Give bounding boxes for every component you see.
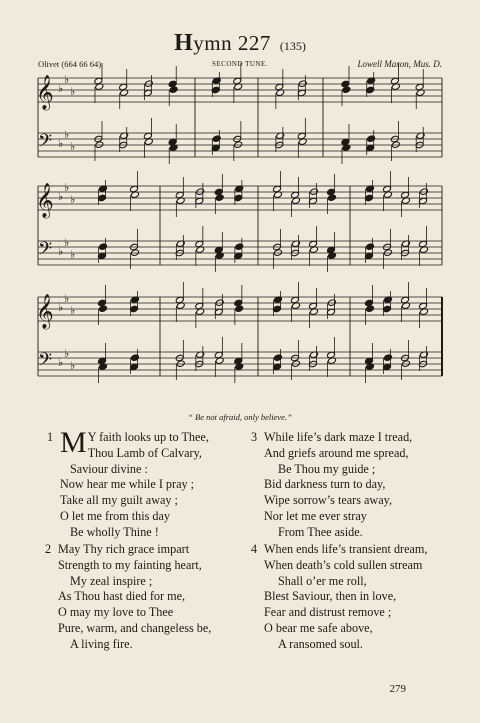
verse-line: When ends life’s transient dream, — [264, 542, 428, 556]
verse-line: Wipe sorrow’s tears away, — [264, 493, 392, 508]
flat-icon: ♭ — [58, 301, 64, 314]
verse-line: May Thy rich grace impart — [58, 542, 190, 556]
flat-icon: ♭ — [64, 347, 70, 360]
verse-number: 3 — [251, 430, 258, 444]
verse-4 — [251, 542, 428, 653]
bass-clef-icon: 𝄢 — [38, 350, 53, 375]
treble-clef-icon: 𝄞 — [36, 75, 54, 110]
flat-icon: ♭ — [70, 85, 76, 98]
verse-number: 2 — [45, 542, 52, 556]
note-head — [212, 135, 221, 142]
page-number: 279 — [389, 683, 406, 695]
flat-icon: ♭ — [58, 82, 64, 95]
note-head — [130, 354, 139, 361]
tune-name: Olivet (664 66 64). — [38, 59, 104, 69]
verse-line: Take all my guilt away ; — [60, 493, 178, 508]
flat-icon: ♭ — [64, 128, 70, 141]
verse-line: Be Thou my guide ; — [278, 461, 376, 476]
flat-icon: ♭ — [64, 292, 70, 305]
composer: Lowell Mason, Mus. D. — [357, 59, 442, 69]
verse-line: Saviour divine : — [70, 461, 148, 476]
verse-line: Strength to my fainting heart, — [58, 557, 202, 572]
verse-line: Now hear me while I pray ; — [60, 477, 195, 492]
verse-line: From Thee aside. — [278, 524, 363, 539]
verse-line: M Y faith looks up to Thee, — [60, 426, 209, 459]
verse-3 — [251, 430, 413, 541]
verse-line: Blest Saviour, then in love, — [264, 589, 397, 604]
hymn-alt-number: (135) — [279, 39, 306, 53]
note-head — [98, 243, 107, 250]
tune-label: SECOND TUNE. — [212, 60, 269, 68]
verse-line: O let me from this day — [60, 508, 171, 523]
epigraph: “ Be not afraid, only believe.” — [188, 412, 292, 422]
flat-icon: ♭ — [70, 140, 76, 153]
bass-clef-icon: 𝄢 — [38, 239, 53, 264]
flat-icon: ♭ — [70, 304, 76, 317]
verse-number: 1 — [47, 430, 54, 444]
drop-cap: M — [60, 426, 87, 459]
flat-icon: ♭ — [58, 190, 64, 203]
treble-clef-icon: 𝄞 — [36, 294, 54, 329]
verse-line: A ransomed soul. — [278, 636, 363, 651]
verse-line: Nor let me ever stray — [264, 508, 367, 523]
bass-clef-icon: 𝄢 — [38, 131, 53, 156]
verse-1 — [47, 426, 209, 541]
verse-line: Be wholly Thine ! — [70, 524, 159, 539]
flat-icon: ♭ — [64, 73, 70, 86]
flat-icon: ♭ — [70, 359, 76, 372]
note-head — [367, 135, 376, 142]
verse-line: And griefs around me spread, — [264, 445, 409, 460]
verse-line: Fear and distrust remove ; — [264, 605, 392, 620]
verse-line: Thou Lamb of Calvary, — [87, 445, 202, 460]
note-head — [235, 243, 244, 250]
verse-line: When death’s cold sullen stream — [264, 557, 423, 572]
verse-line: Shall o’er me roll, — [278, 573, 367, 588]
flat-icon: ♭ — [58, 245, 64, 258]
verse-2 — [45, 542, 212, 653]
verse-line: A living fire. — [70, 636, 133, 651]
verse-line: O may my love to Thee — [58, 605, 174, 620]
flat-icon: ♭ — [70, 248, 76, 261]
note-head — [383, 354, 392, 361]
verse-line: As Thou hast died for me, — [58, 589, 186, 604]
verse-line: My zeal inspire ; — [70, 573, 153, 588]
hymn-title-rest: ymn 227 — [193, 31, 271, 55]
verse-line: While life’s dark maze I tread, — [264, 430, 413, 444]
flat-icon: ♭ — [58, 356, 64, 369]
verse-line: O bear me safe above, — [264, 620, 373, 635]
verse-line: Bid darkness turn to day, — [264, 477, 386, 492]
flat-icon: ♭ — [64, 181, 70, 194]
flat-icon: ♭ — [64, 236, 70, 249]
flat-icon: ♭ — [70, 193, 76, 206]
flat-icon: ♭ — [58, 137, 64, 150]
hymn-title-initial: H — [174, 30, 194, 56]
treble-clef-icon: 𝄞 — [36, 183, 54, 218]
verse-number: 4 — [251, 542, 258, 556]
verse-line: Pure, warm, and changeless be, — [58, 620, 212, 635]
note-head — [273, 354, 282, 361]
note-head — [365, 243, 374, 250]
